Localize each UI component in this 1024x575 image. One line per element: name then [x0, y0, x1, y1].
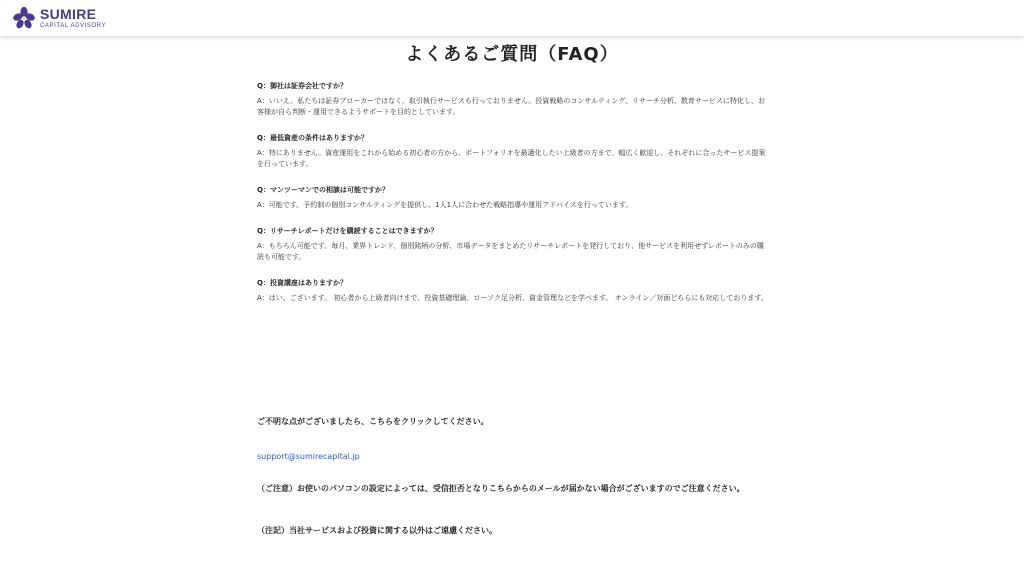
page-title: よくあるご質問（FAQ） — [405, 44, 619, 65]
faq-answer: A：いいえ。私たちは証券ブローカーではなく、取引執行サービスも行っておりません。投資戦略のコンサルティング、リサーチ分析、教育サービスに特化し、お客様が自ら判断・運用できるようサポートを目的としています。 — [257, 97, 765, 116]
faq-item — [257, 184, 769, 211]
faq-answer: A：可能です。予約制の個別コンサルティングを提供し、1人1人に合わせた戦略指導や運用アドバイスを行っています。 — [257, 201, 633, 209]
email-caution-note: （ご注意）お使いのパソコンの設定によっては、受信拒否となりこちらからのメールが届かない場合がございますのでご注意ください。 — [257, 484, 745, 493]
logo[interactable] — [12, 5, 106, 31]
logo-text — [40, 7, 106, 29]
inquiry-scope-note: （注記）当社サービスおよび投資に関する以外はご遠慮ください。 — [257, 526, 497, 535]
faq-answer: A：特にありません。資産運用をこれから始める初心者の方から、ポートフォリオを最適化したい上級者の方まで、幅広く歓迎し、それぞれに合ったサービス提案を行っています。 — [257, 149, 766, 168]
faq-answer: A：もちろん可能です。毎月、業界トレンド、個別銘柄の分析、市場データをまとめたリサーチレポートを発行しており、他サービスを利用せずレポートのみの購読も可能です。 — [257, 242, 764, 261]
faq-question: Q：投資講座はありますか？ — [257, 279, 347, 287]
support-email-link[interactable]: support@sumirecapital.jp — [257, 452, 360, 461]
faq-question: Q：御社は証券会社ですか？ — [257, 82, 347, 90]
contact-section — [257, 415, 769, 535]
faq-item — [257, 80, 769, 118]
violet-flower-icon — [12, 6, 36, 30]
logo-subtitle: CAPITAL ADVISORY — [40, 23, 107, 29]
contact-lead-text: ご不明な点がございましたら、こちらをクリックしてください。 — [257, 417, 489, 426]
faq-answer: A：はい、ございます。 初心者から上級者向けまで、投資基礎理論、ローソク足分析、資金管理などを学べます。 オンライン／対面どちらにも対応しております。 — [257, 294, 768, 302]
site-header — [0, 0, 1024, 36]
faq-question: Q：リサーチレポートだけを購読することはできますか？ — [257, 227, 438, 235]
faq-question: Q：最低資産の条件はありますか？ — [257, 134, 368, 142]
logo-name: SUMIRE — [40, 6, 97, 22]
faq-list — [257, 80, 769, 318]
faq-item — [257, 277, 769, 304]
faq-item — [257, 132, 769, 170]
faq-question: Q：マンツーマンでの相談は可能ですか？ — [257, 186, 389, 194]
faq-item — [257, 225, 769, 263]
